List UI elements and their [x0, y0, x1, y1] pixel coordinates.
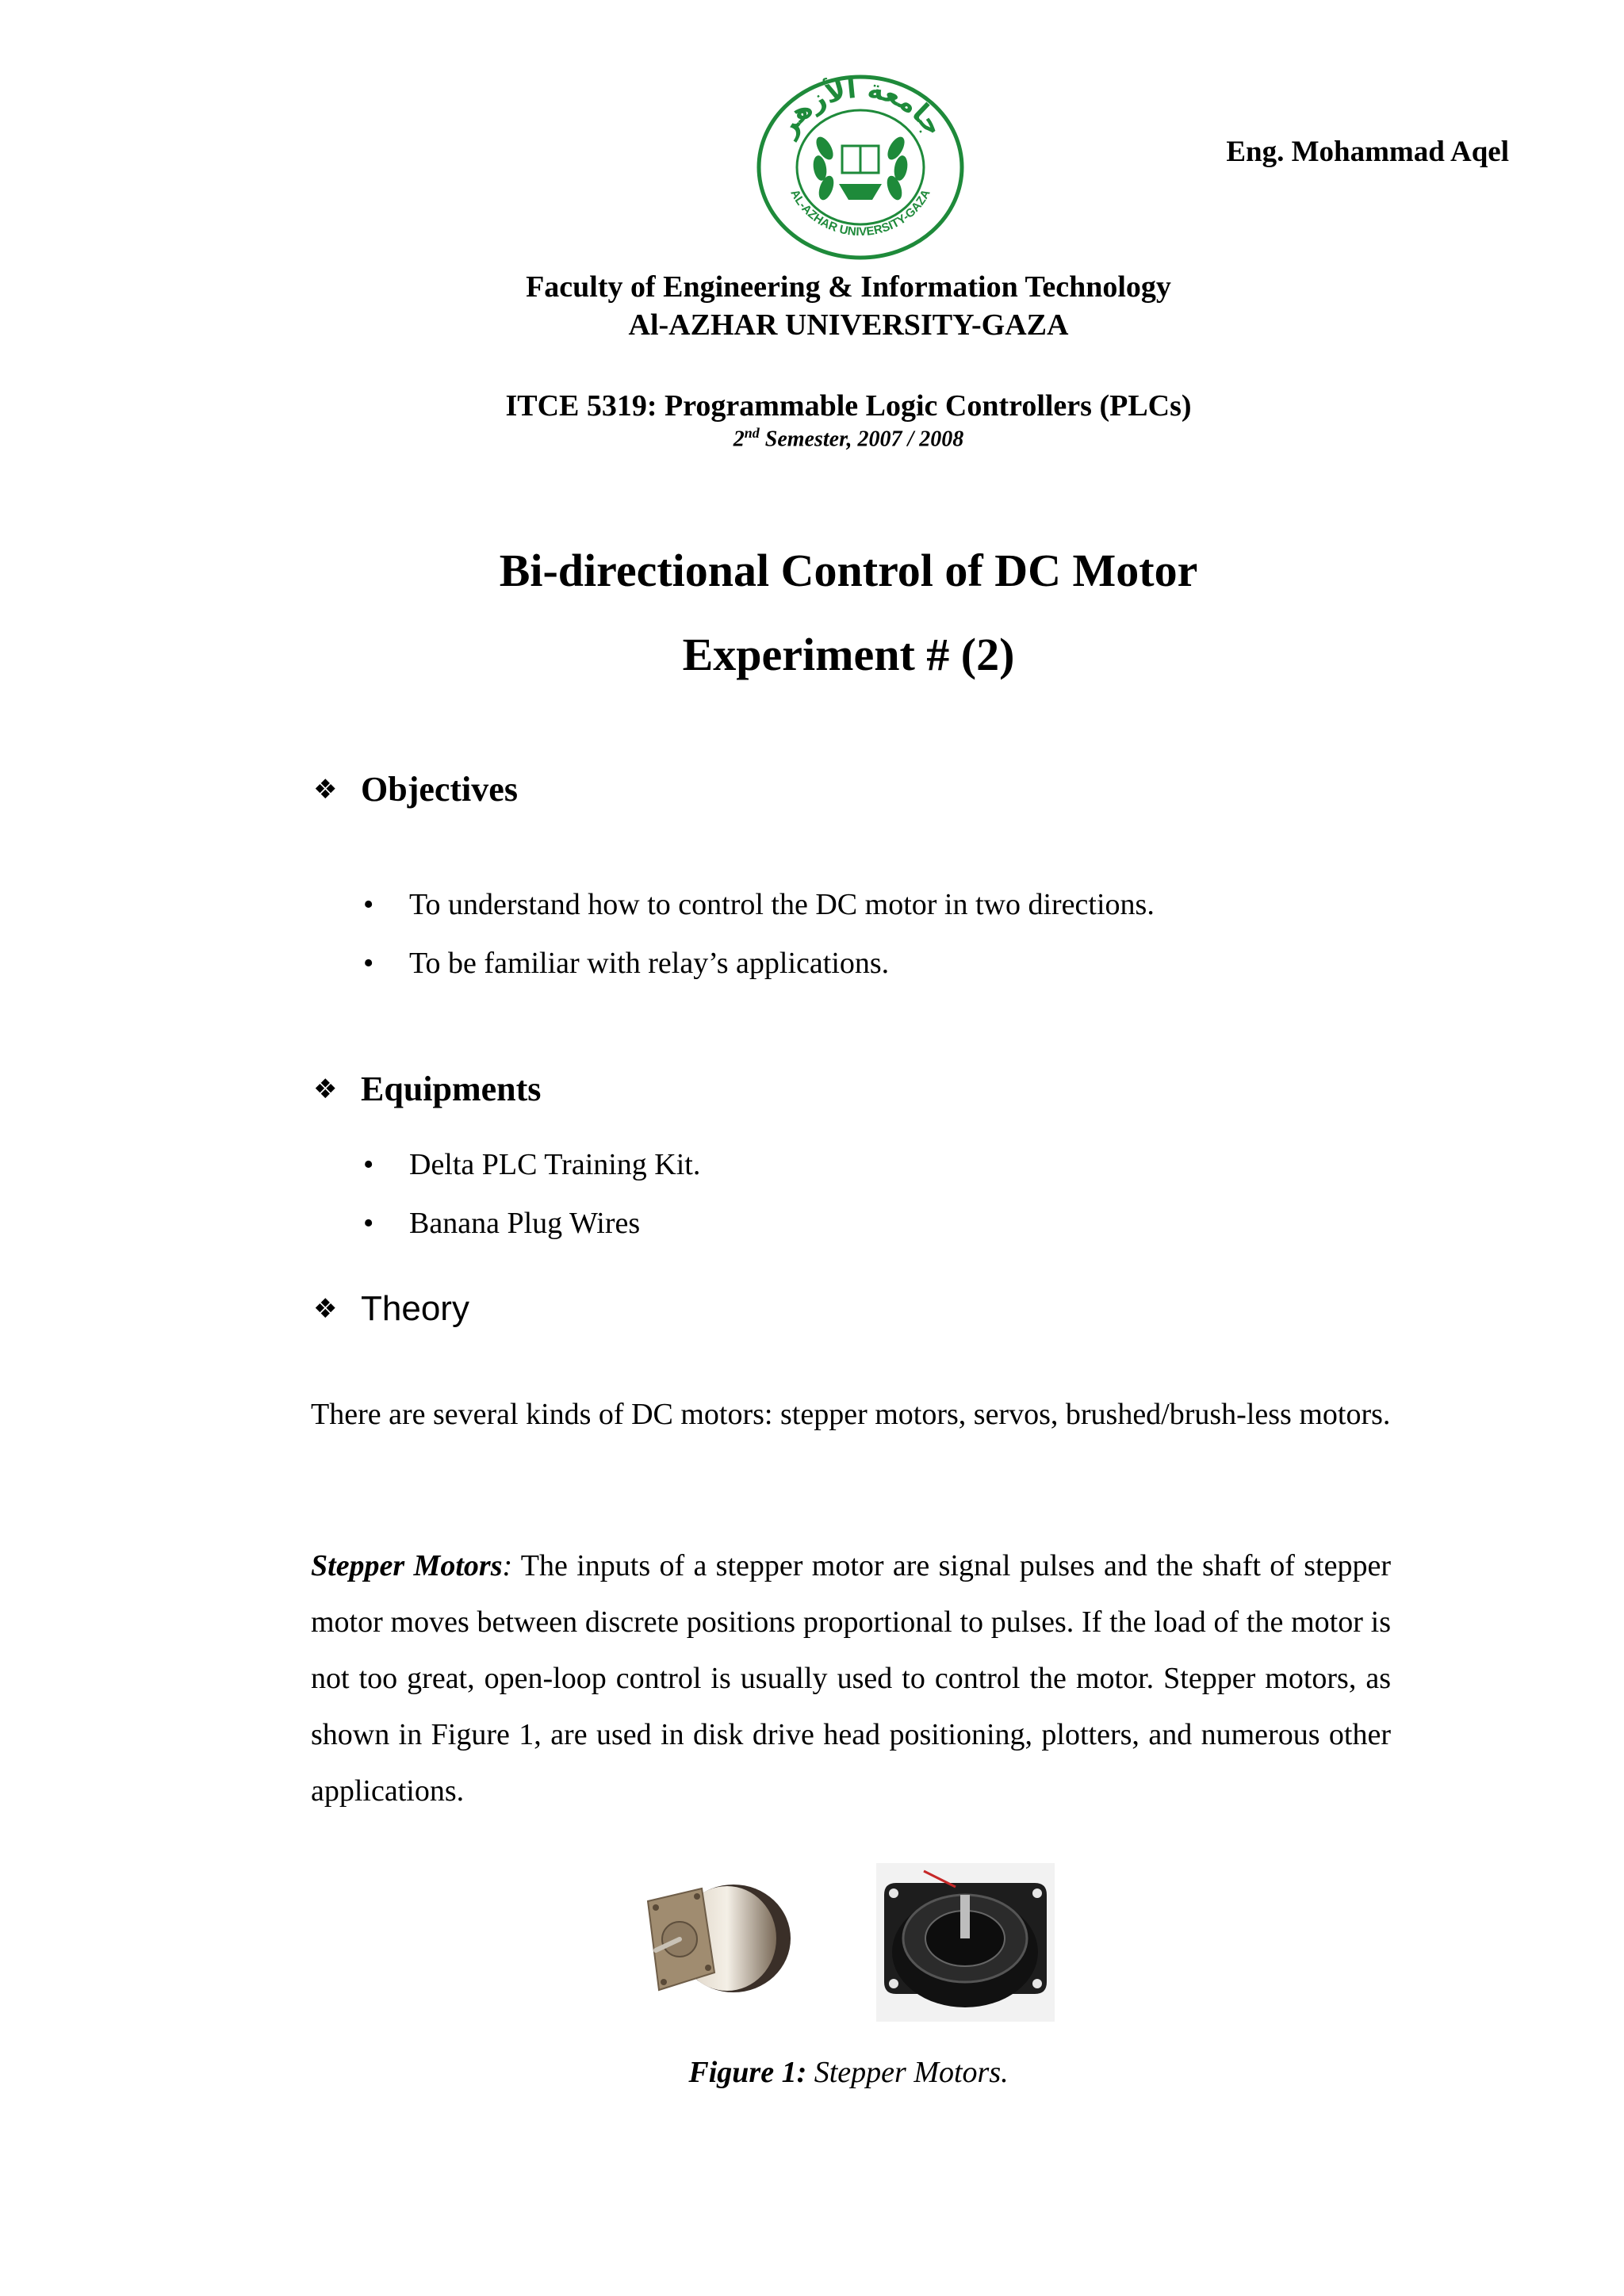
list-item: • Banana Plug Wires — [363, 1194, 700, 1253]
list-item: • To be familiar with relay’s applications. — [363, 934, 1155, 993]
figure-label: Figure 1: — [688, 2056, 807, 2089]
figure-caption-text: Stepper Motors. — [806, 2056, 1009, 2089]
logo-english-text: AL-AZHAR UNIVERSITY-GAZA — [787, 187, 933, 239]
svg-text:جامعة الأزهر — [770, 73, 950, 144]
equipments-list — [363, 1135, 700, 1253]
bullet-dot-icon: • — [363, 1207, 374, 1240]
semester-text: Semester, 2007 / 2008 — [759, 427, 964, 452]
experiment-number: Experiment # (2) — [682, 629, 1015, 680]
document-title: Bi-directional Control of DC Motor — [499, 545, 1198, 596]
university-name: Al-AZHAR UNIVERSITY-GAZA — [628, 308, 1069, 342]
theory-heading-text: Theory — [361, 1289, 469, 1328]
list-item: • Delta PLC Training Kit. — [363, 1135, 700, 1194]
theory-paragraph-1: There are several kinds of DC motors: stepper motors, servos, brushed/brush-less motors. — [311, 1398, 1391, 1431]
figure-caption — [0, 2055, 1624, 2090]
course-title: ITCE 5319: Programmable Logic Controllers (PLCs) — [505, 389, 1192, 423]
semester — [0, 425, 1624, 452]
theory-heading — [313, 1289, 469, 1329]
stepper-motor-image-2 — [876, 1863, 1055, 2022]
diamond-bullet-icon: ❖ — [313, 773, 338, 806]
objectives-heading-text: Objectives — [361, 770, 518, 809]
bullet-dot-icon: • — [363, 947, 374, 980]
theory-paragraph-2: Stepper Motors: The inputs of a stepper motor are signal pulses and the shaft of stepper motor moves between discrete positions proportional to pulses. If the load of the motor is not too great, open-loop control is usually used to control the motor. Stepper motors, as shown in Figure 1, are used in disk drive head positioning, plotters, and numerous other applications. — [311, 1549, 1391, 1808]
bullet-dot-icon: • — [363, 1148, 374, 1181]
logo-arabic-text: جامعة الأزهر — [771, 73, 950, 143]
diamond-bullet-icon: ❖ — [313, 1073, 338, 1105]
author-name: Eng. Mohammad Aqel — [1226, 136, 1509, 168]
faculty-block — [0, 268, 1624, 344]
semester-suffix: nd — [744, 425, 760, 441]
semester-ordinal: 2 — [733, 427, 745, 452]
university-logo — [753, 73, 967, 262]
stepper-motor-image-1 — [638, 1871, 797, 2014]
objectives-list — [363, 875, 1155, 993]
bullet-dot-icon: • — [363, 888, 374, 921]
list-item: • To understand how to control the DC motor in two directions. — [363, 875, 1155, 934]
stepper-motors-term: Stepper Motors — [311, 1549, 503, 1582]
equipments-heading — [313, 1069, 541, 1109]
objectives-heading — [313, 769, 518, 809]
faculty-name: Faculty of Engineering & Information Technology — [526, 270, 1171, 304]
equipments-heading-text: Equipments — [361, 1070, 542, 1108]
diamond-bullet-icon: ❖ — [313, 1293, 338, 1325]
